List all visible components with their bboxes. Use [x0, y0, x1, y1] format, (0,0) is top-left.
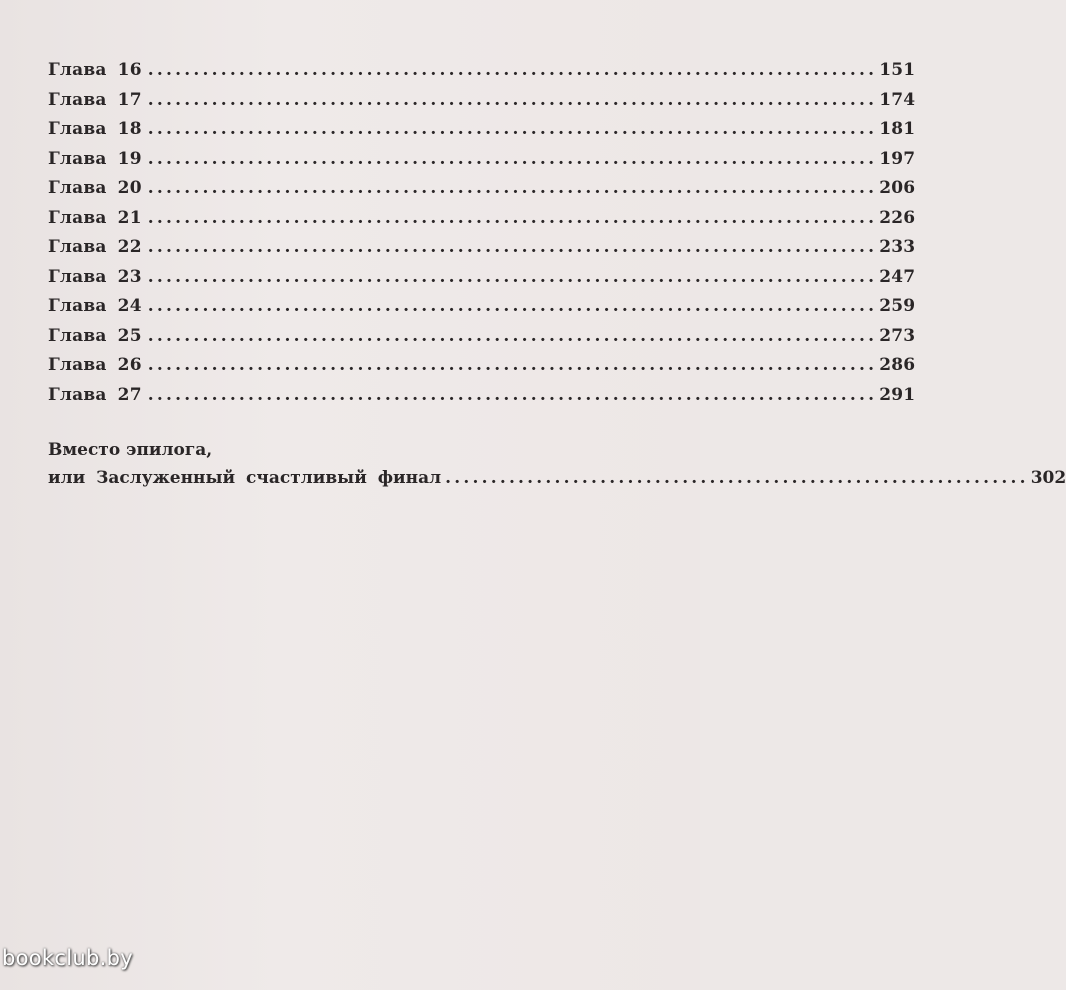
chapter-page-number: 151 [879, 60, 916, 80]
chapter-title: Глава 23 [48, 266, 142, 287]
chapter-title: Глава 25 [48, 325, 142, 346]
leader-dots: ................................................................................ [147, 355, 878, 375]
chapter-title: Глава 16 [48, 60, 142, 80]
epilogue-page-number: 302 [1030, 468, 1066, 488]
toc-entry [48, 266, 916, 297]
chapter-title: Глава 19 [48, 148, 142, 169]
leader-dots: ................................................................ [445, 468, 1029, 488]
toc-entry [48, 355, 916, 385]
table-of-contents [48, 60, 916, 414]
chapter-page-number: 259 [879, 296, 916, 316]
leader-dots: ................................................................................ [147, 296, 878, 316]
chapter-title: Глава 26 [48, 355, 142, 375]
chapter-page-number: 273 [879, 325, 916, 346]
leader-dots: ................................................................................ [147, 148, 878, 169]
leader-dots: ................................................................................ [147, 178, 878, 198]
chapter-title: Глава 21 [48, 207, 142, 228]
chapter-title: Глава 24 [48, 296, 142, 316]
leader-dots: ................................................................................ [147, 266, 878, 287]
chapter-page-number: 197 [879, 148, 916, 169]
epilogue-title-line2: или Заслуженный счастливый финал [48, 468, 442, 488]
leader-dots: ................................................................................ [147, 119, 878, 139]
chapter-page-number: 247 [879, 266, 916, 287]
toc-entry [48, 60, 916, 90]
chapter-title: Глава 18 [48, 119, 142, 139]
chapter-title: Глава 17 [48, 89, 142, 110]
leader-dots: ................................................................................ [147, 60, 878, 80]
chapter-title: Глава 27 [48, 384, 142, 405]
epilogue-entry [48, 440, 1066, 488]
toc-entry [48, 384, 916, 415]
chapter-title: Глава 20 [48, 178, 142, 198]
toc-entry [48, 325, 916, 356]
toc-entry [48, 237, 916, 267]
leader-dots: ................................................................................ [147, 384, 878, 405]
leader-dots: ................................................................................ [147, 237, 878, 257]
leader-dots: ................................................................................ [147, 325, 878, 346]
watermark: bookclub.by [2, 946, 133, 970]
toc-entry [48, 178, 916, 208]
toc-entry [48, 89, 916, 120]
epilogue-title-row [48, 468, 1066, 488]
chapter-page-number: 286 [879, 355, 916, 375]
toc-entry [48, 207, 916, 238]
toc-entry [48, 119, 916, 149]
chapter-page-number: 226 [879, 207, 916, 228]
leader-dots: ................................................................................ [147, 89, 878, 110]
toc-entry [48, 148, 916, 179]
leader-dots: ................................................................................ [147, 207, 878, 228]
chapter-page-number: 181 [879, 119, 916, 139]
chapter-title: Глава 22 [48, 237, 142, 257]
chapter-page-number: 233 [879, 237, 916, 257]
chapter-page-number: 174 [879, 89, 916, 110]
toc-entry [48, 296, 916, 326]
chapter-page-number: 206 [879, 178, 916, 198]
epilogue-title-line1: Вместо эпилога, [48, 440, 213, 460]
chapter-page-number: 291 [879, 384, 916, 405]
